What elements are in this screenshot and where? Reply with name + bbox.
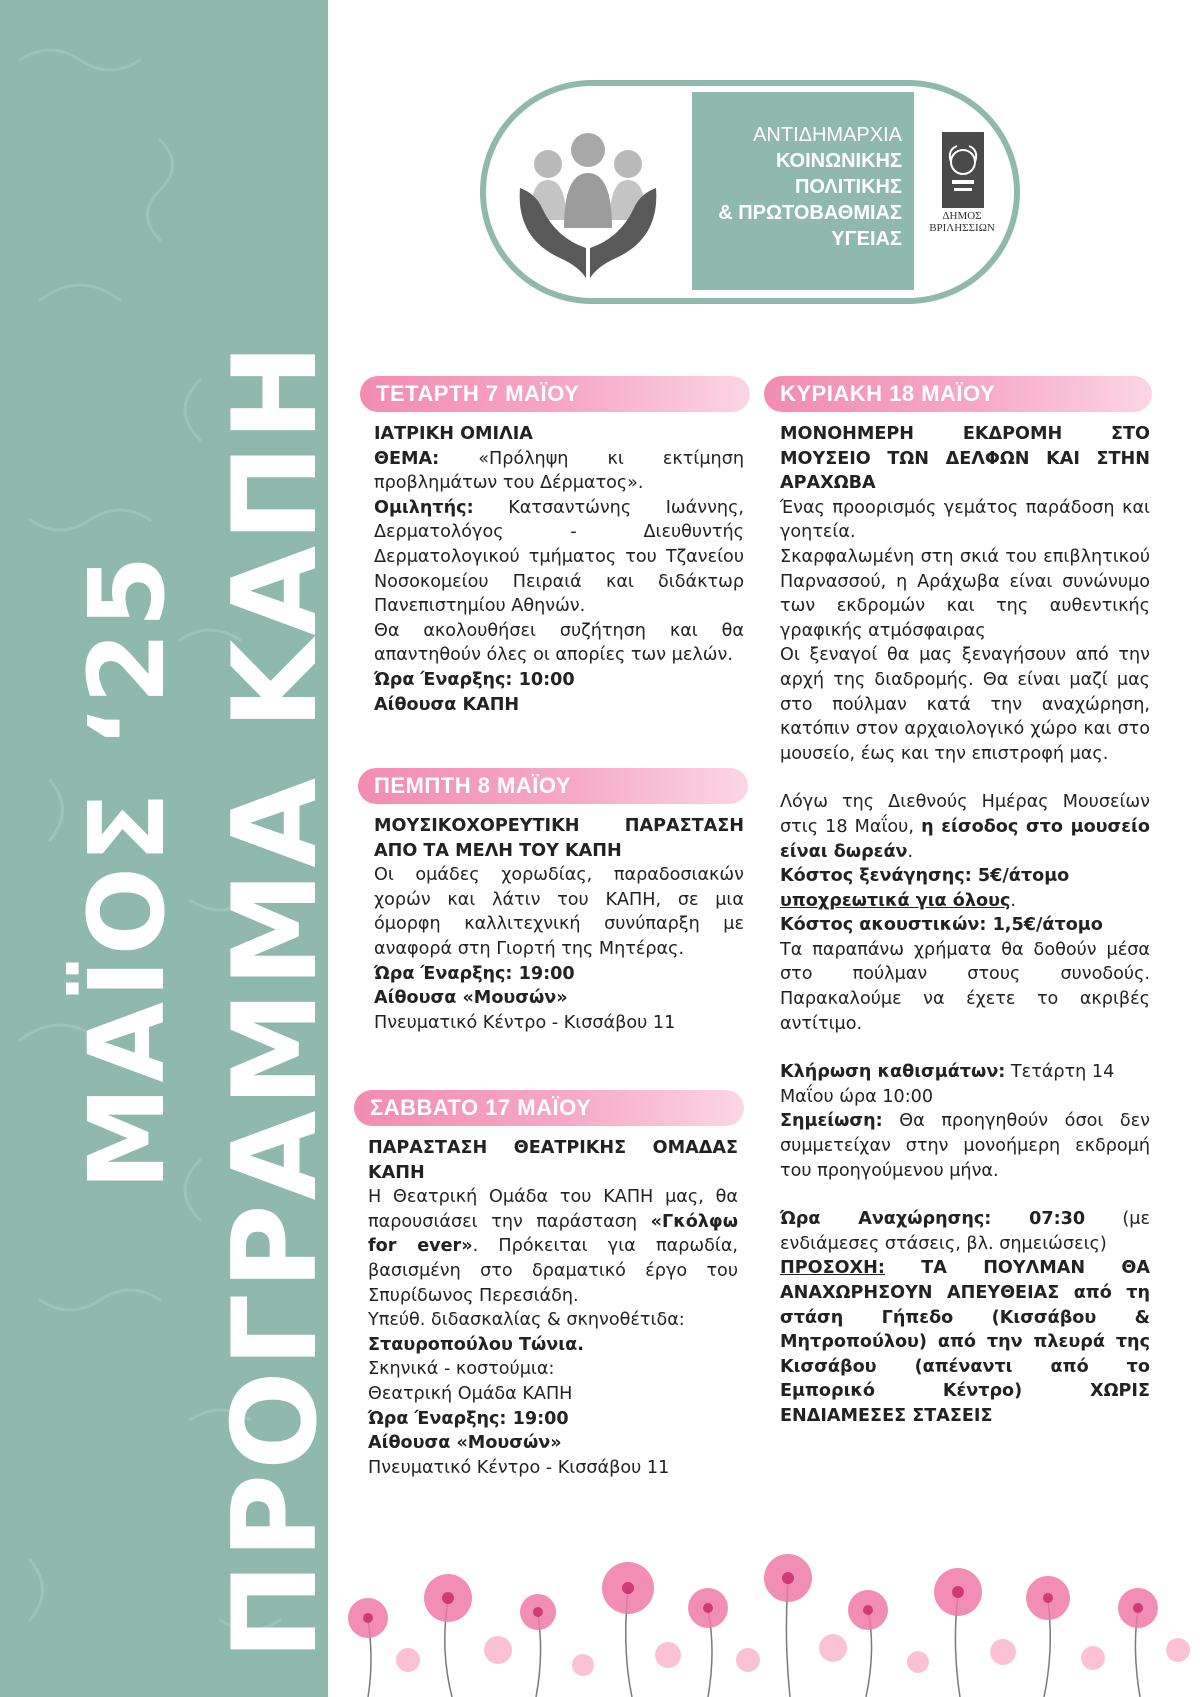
departure-time: Ώρα Αναχώρησης: 07:30 [780, 1209, 1086, 1230]
logo-line: ΠΟΛΙΤΙΚΗΣ [794, 176, 902, 198]
speaker-text: Κατσαντώνης Ιωάννης, Δερματολόγος - Διευθυντής Δερματολογικού τμήματος του Τζανείου Νοσοκομείου Πειραιά και διδάκτωρ Πανεπιστημίου Αθηνών. [374, 497, 744, 617]
event-sun [780, 422, 1150, 1429]
header-sat: ΣΑΒΒΑΤΟ 17 ΜΑΪΟΥ [354, 1090, 744, 1126]
payment-note: Τα παραπάνω χρήματα θα δοθούν μέσα στο πούλμαν στους συνοδούς. Παρακαλούμε να έχετε το ακριβές αντίτιμο. [780, 939, 1150, 1034]
emblem-text: ΒΡΙΛΗΣΣΙΩΝ [929, 222, 995, 234]
event-wed [374, 422, 744, 717]
event-title: ΙΑΤΡΙΚΗ ΟΜΙΛΙΑ [374, 424, 533, 444]
director-name: Σταυροπούλου Τώνια. [368, 1334, 584, 1355]
costumes-label: Σκηνικά - κοστούμια: [368, 1359, 555, 1380]
audio-cost: Κόστος ακουστικών: 1,5€/άτομο [780, 915, 1103, 936]
venue: Αίθουσα «Μουσών» [374, 988, 568, 1009]
header-wed: ΤΕΤΑΡΤΗ 7 ΜΑΪΟΥ [360, 376, 750, 412]
address: Πνευματικό Κέντρο - Κισσάβου 11 [368, 1457, 670, 1478]
venue: Αίθουσα ΚΑΠΗ [374, 694, 520, 715]
program-title: ΠΡΟΓΡΑΜΜΑ ΚΑΠΗ [208, 339, 343, 1660]
guide-cost: Κόστος ξενάγησης: 5€/άτομο [780, 866, 1070, 887]
side-band [0, 0, 343, 1697]
header-thu: ΠΕΜΠΤΗ 8 ΜΑΪΟΥ [358, 768, 748, 804]
attention-label: ΠΡΟΣΟΧΗ: [780, 1258, 885, 1279]
event-title: ΠΑΡΑΣΤΑΣΗ ΘΕΑΤΡΙΚΗΣ ΟΜΑΔΑΣ ΚΑΠΗ [368, 1138, 738, 1183]
header-sun: ΚΥΡΙΑΚΗ 18 ΜΑΪΟΥ [764, 376, 1152, 412]
start-time: Ώρα Έναρξης: 19:00 [374, 963, 575, 984]
punctuation: . [1010, 890, 1016, 911]
seat-draw-label: Κλήρωση καθισμάτων: [780, 1062, 1006, 1083]
event-thu [374, 814, 744, 1035]
note-text: Θα προηγηθούν όσοι δεν συμμετείχαν στην μονοήμερη εκδρομή του προηγούμενου μήνα. [780, 1111, 1150, 1181]
emblem-text: ΔΗΜΟΣ [942, 210, 982, 222]
event-desc: Οι ομάδες χορωδίας, παραδοσιακών χορών και λάτιν του ΚΑΠΗ, σε μια όμορφη καλλιτεχνική συνύπαρξη με αναφορά στη Γιορτή της Μητέρας. [374, 865, 744, 959]
caring-hands-icon [508, 128, 668, 278]
theme-label: ΘΕΜΑ: [374, 448, 440, 469]
event-desc: . Πρόκειται για παρωδία, βασισμένη στο δραματικό έργο του Σπυρίδωνος Περεσιάδη. [368, 1236, 739, 1306]
municipality-label [914, 210, 1010, 234]
departure-detail: (με ενδιάμεσες στάσεις, βλ. σημειώσεις) [780, 1209, 1150, 1254]
event-sat [368, 1136, 738, 1480]
guide-mandatory: υποχρεωτικά για όλους [780, 890, 1011, 911]
logo-box [692, 92, 914, 290]
trip-arachova: Σκαρφαλωμένη στη σκιά του επιβλητικού Παρνασσού, η Αράχωβα είναι συνώνυμο των εκδρομών και της αυθεντικής γραφικής ατμόσφαιρας [780, 546, 1150, 641]
theme-text: «Πρόληψη κι εκτίμηση προβλημάτων του Δέρματος». [374, 448, 744, 494]
logo-line: ΚΟΙΝΩΝΙΚΗΣ [775, 150, 902, 172]
costumes-credit: Θεατρική Ομάδα ΚΑΠΗ [368, 1383, 573, 1404]
venue: Αίθουσα «Μουσών» [368, 1433, 562, 1454]
trip-intro: Ένας προορισμός γεμάτος παράδοση και γοητεία. [780, 497, 1150, 543]
municipality-emblem-icon [940, 132, 986, 208]
director-label: Υπεύθ. διδασκαλίας & σκηνοθέτιδα: [368, 1310, 685, 1331]
event-title: ΜΟΝΟΗΜΕΡΗ ΕΚΔΡΟΜΗ ΣΤΟ ΜΟΥΣΕΙΟ ΤΩΝ ΔΕΛΦΩΝ ΚΑΙ ΣΤΗΝ ΑΡΑΧΩΒΑ [780, 424, 1150, 494]
start-time: Ώρα Έναρξης: 10:00 [374, 669, 575, 690]
event-title: ΜΟΥΣΙΚΟΧΟΡΕΥΤΙΚΗ ΠΑΡΑΣΤΑΣΗ ΑΠΟ ΤΑ ΜΕΛΗ ΤΟΥ ΚΑΠΗ [374, 816, 744, 861]
seat-draw-date: Τετάρτη 14 Μαΐου ώρα 10:00 [780, 1062, 1115, 1107]
event-desc: Η Θεατρική Ομάδα του ΚΑΠΗ μας, θα παρουσιάσει την παράσταση [368, 1187, 738, 1232]
month-title: ΜΑΪΟΣ ‘25 [66, 551, 188, 1190]
logo-line: ΑΝΤΙΔΗΜΑΡΧΙΑ [753, 124, 902, 146]
play-title: «Γκόλφω for ever» [368, 1211, 738, 1257]
start-time: Ώρα Έναρξης: 19:00 [368, 1408, 569, 1429]
free-entry: η είσοδος στο μουσείο είναι δωρεάν [780, 816, 1150, 862]
logo-line: ΥΓΕΙΑΣ [831, 228, 902, 250]
note-label: Σημείωση: [780, 1111, 883, 1132]
logo-line: & ΠΡΩΤΟΒΑΘΜΙΑΣ [718, 202, 902, 224]
speaker-label: Ομιλητής: [374, 497, 474, 518]
flower-decoration [328, 1540, 1200, 1697]
museum-text: Λόγω της Διεθνούς Ημέρας Μουσείων στις 18 Μαΐου, [780, 792, 1150, 837]
attention-text: ΤΑ ΠΟΥΛΜΑΝ ΘΑ ΑΝΑΧΩΡΗΣΟΥΝ ΑΠΕΥΘΕΙΑΣ από τη στάση Γήπεδο (Κισσάβου & Μητροπούλου) από την πλευρά της Κισσάβου (απέναντι από το Εμπορικό Κέντρο) ΧΩΡΙΣ ΕΝΔΙΑΜΕΣΕΣ ΣΤΑΣΕΙΣ [780, 1258, 1150, 1426]
discussion-text: Θα ακολουθήσει συζήτηση και θα απαντηθούν όλες οι απορίες των μελών. [374, 620, 744, 666]
address: Πνευματικό Κέντρο - Κισσάβου 11 [374, 1012, 676, 1033]
punctuation: . [907, 841, 914, 862]
trip-guides: Οι ξεναγοί θα μας ξεναγήσουν από την αρχή της διαδρομής. Θα είναι μαζί μας στο πούλμαν κατά την αναχώρηση, κατόπιν στον αρχαιολογικό χώρο και στο μουσείο, έως και την επιστροφή μας. [780, 645, 1150, 764]
